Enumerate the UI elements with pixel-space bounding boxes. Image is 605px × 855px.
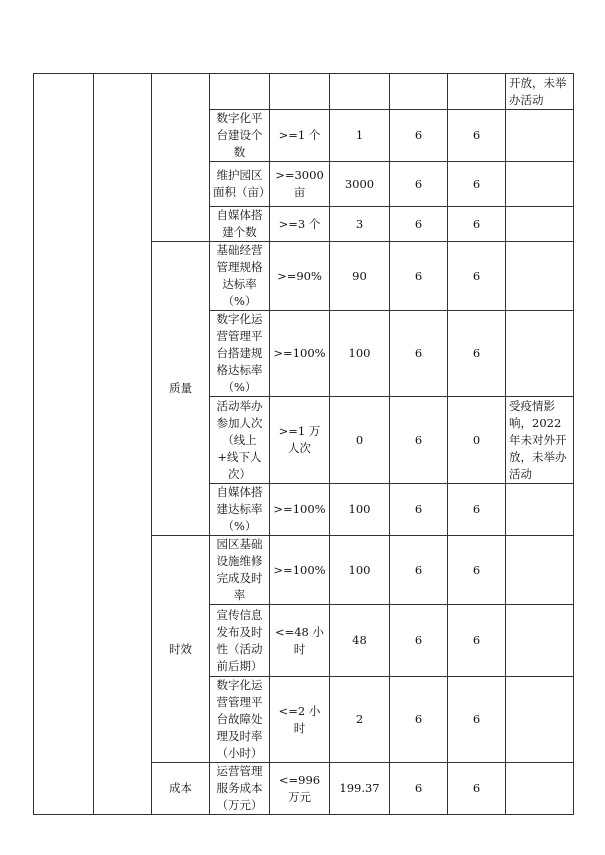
actual-cell: 3000 [330, 162, 390, 207]
actual-cell: 3 [330, 207, 390, 242]
target-cell: <=2 小时 [270, 677, 330, 763]
target-cell [270, 74, 330, 110]
indicator-cell: 活动举办参加人次（线上+线下人次） [210, 397, 270, 484]
note-cell [506, 763, 574, 815]
score-cell: 6 [448, 162, 506, 207]
target-cell: <=48 小时 [270, 605, 330, 677]
score-cell: 6 [448, 677, 506, 763]
indicator-cell: 基础经营管理规格达标率（%） [210, 242, 270, 311]
category-quality: 质量 [152, 242, 210, 536]
score-cell [448, 74, 506, 110]
actual-cell: 48 [330, 605, 390, 677]
weight-cell [390, 74, 448, 110]
weight-cell: 6 [390, 605, 448, 677]
note-cell: 受疫情影响，2022年未对外开放，未举办活动 [506, 397, 574, 484]
target-cell: >=1 个 [270, 110, 330, 162]
note-cell [506, 207, 574, 242]
score-cell: 6 [448, 110, 506, 162]
performance-table [33, 73, 574, 815]
indicator-cell: 维护园区面积（亩） [210, 162, 270, 207]
note-cell [506, 605, 574, 677]
indicator-cell [210, 74, 270, 110]
indicator-cell: 数字化平台建设个数 [210, 110, 270, 162]
score-cell: 6 [448, 484, 506, 536]
note-cell [506, 536, 574, 605]
weight-cell: 6 [390, 110, 448, 162]
actual-cell: 100 [330, 311, 390, 397]
weight-cell: 6 [390, 397, 448, 484]
indicator-cell: 运营管理服务成本（万元） [210, 763, 270, 815]
actual-cell: 1 [330, 110, 390, 162]
indicator-cell: 数字化运营管理平台故障处理及时率（小时） [210, 677, 270, 763]
indicator-cell: 园区基础设施维修完成及时率 [210, 536, 270, 605]
note-cell [506, 311, 574, 397]
note-cell [506, 162, 574, 207]
actual-cell: 199.37 [330, 763, 390, 815]
table-row [34, 74, 574, 110]
target-cell: >=3000 亩 [270, 162, 330, 207]
actual-cell: 90 [330, 242, 390, 311]
actual-cell: 100 [330, 484, 390, 536]
category-cost: 成本 [152, 763, 210, 815]
indicator-cell: 自媒体搭建达标率（%） [210, 484, 270, 536]
weight-cell: 6 [390, 162, 448, 207]
level2-cell [94, 74, 152, 815]
score-cell: 6 [448, 311, 506, 397]
actual-cell: 0 [330, 397, 390, 484]
actual-cell: 100 [330, 536, 390, 605]
note-cell [506, 677, 574, 763]
target-cell: <=996 万元 [270, 763, 330, 815]
score-cell: 6 [448, 207, 506, 242]
category-timeliness: 时效 [152, 536, 210, 763]
indicator-cell: 数字化运营管理平台搭建规格达标率（%） [210, 311, 270, 397]
score-cell: 6 [448, 763, 506, 815]
level1-cell [34, 74, 94, 815]
weight-cell: 6 [390, 311, 448, 397]
score-cell: 6 [448, 605, 506, 677]
score-cell: 0 [448, 397, 506, 484]
target-cell: >=100% [270, 311, 330, 397]
target-cell: >=100% [270, 536, 330, 605]
actual-cell: 2 [330, 677, 390, 763]
indicator-cell: 自媒体搭建个数 [210, 207, 270, 242]
score-cell: 6 [448, 536, 506, 605]
weight-cell: 6 [390, 763, 448, 815]
score-cell: 6 [448, 242, 506, 311]
weight-cell: 6 [390, 536, 448, 605]
target-cell: >=3 个 [270, 207, 330, 242]
actual-cell [330, 74, 390, 110]
note-cell [506, 110, 574, 162]
indicator-cell: 宣传信息发布及时性（活动前后期） [210, 605, 270, 677]
target-cell: >=1 万人次 [270, 397, 330, 484]
target-cell: >=90% [270, 242, 330, 311]
note-cell: 开放，未举办活动 [506, 74, 574, 110]
weight-cell: 6 [390, 242, 448, 311]
note-cell [506, 242, 574, 311]
target-cell: >=100% [270, 484, 330, 536]
weight-cell: 6 [390, 484, 448, 536]
note-cell [506, 484, 574, 536]
weight-cell: 6 [390, 677, 448, 763]
weight-cell: 6 [390, 207, 448, 242]
level3-cell-quantity [152, 74, 210, 242]
